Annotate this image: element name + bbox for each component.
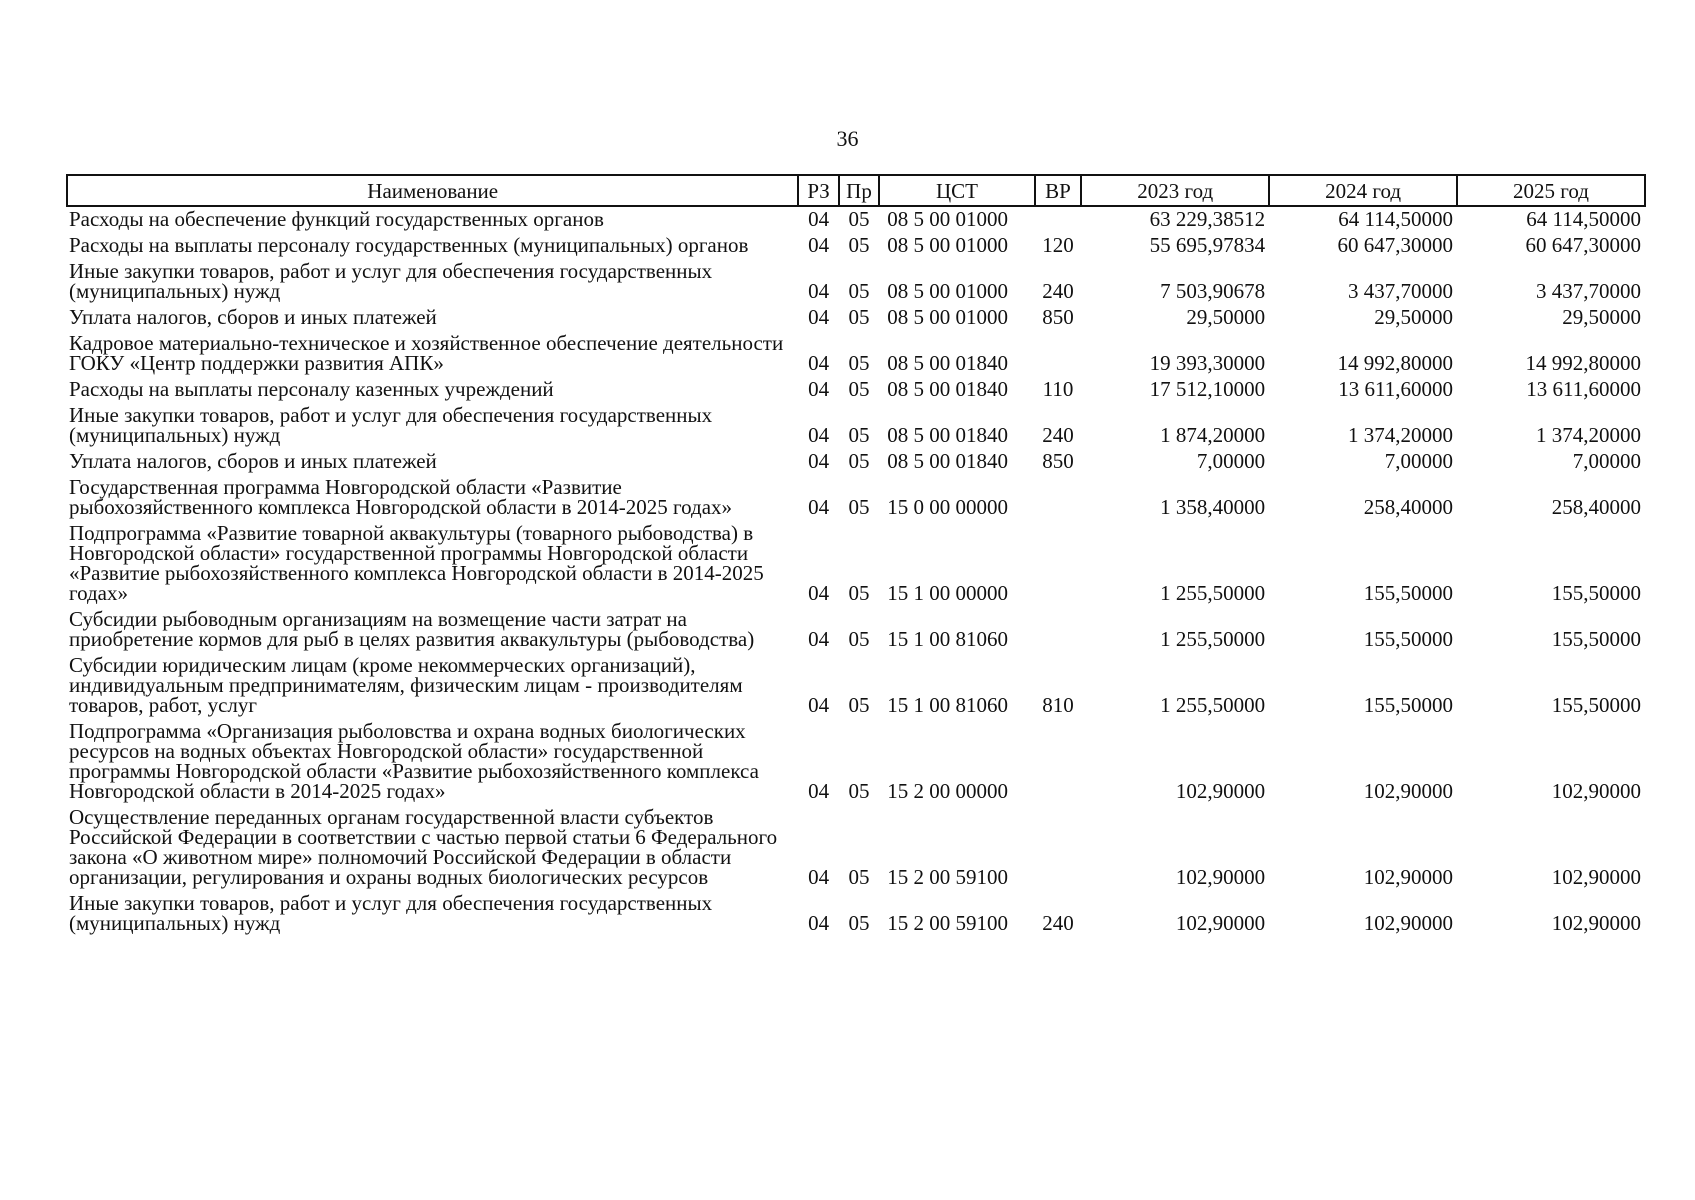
row-name: Иные закупки товаров, работ и услуг для обеспечения государственных (муниципальных) нужд <box>69 891 713 935</box>
row-cst: 15 2 00 00000 <box>887 779 1008 803</box>
row-pr: 05 <box>848 693 870 717</box>
row-2025: 102,90000 <box>1551 911 1641 935</box>
row-2024: 1 374,20000 <box>1348 423 1454 447</box>
table-row <box>67 653 1645 719</box>
row-2024: 3 437,70000 <box>1348 279 1454 303</box>
row-vr: 110 <box>1042 377 1074 401</box>
row-2023: 102,90000 <box>1175 865 1266 889</box>
row-2023: 7 503,90678 <box>1160 279 1266 303</box>
row-2023: 1 874,20000 <box>1160 423 1266 447</box>
row-vr <box>1035 331 1081 377</box>
row-cst: 08 5 00 01840 <box>887 449 1008 473</box>
row-name: Расходы на выплаты персоналу государственных (муниципальных) органов <box>69 233 749 257</box>
row-name: Иные закупки товаров, работ и услуг для обеспечения государственных (муниципальных) нужд <box>69 259 713 303</box>
table-row <box>67 607 1645 653</box>
row-cst: 15 1 00 81060 <box>887 693 1008 717</box>
row-name: Субсидии рыбоводным организациям на возмещение части затрат на приобретение кормов для рыб в целях развития аквакультуры (рыбоводства) <box>69 607 755 651</box>
row-2025: 102,90000 <box>1551 865 1641 889</box>
row-vr: 240 <box>1042 423 1074 447</box>
row-vr <box>1035 521 1081 607</box>
table-row <box>67 805 1645 891</box>
row-cst: 08 5 00 01000 <box>887 279 1008 303</box>
row-2025: 155,50000 <box>1551 627 1641 651</box>
row-rz: 04 <box>808 233 830 257</box>
row-cst: 08 5 00 01840 <box>887 351 1008 375</box>
row-rz: 04 <box>808 911 830 935</box>
row-rz: 04 <box>808 779 830 803</box>
row-vr: 240 <box>1042 911 1074 935</box>
row-pr: 05 <box>848 449 870 473</box>
header-2024: 2024 год <box>1269 175 1457 206</box>
row-2024: 102,90000 <box>1363 779 1454 803</box>
header-vr: ВР <box>1035 175 1081 206</box>
row-2025: 29,50000 <box>1562 305 1641 329</box>
row-cst: 15 2 00 59100 <box>887 911 1008 935</box>
row-2023: 17 512,10000 <box>1149 377 1266 401</box>
row-name: Подпрограмма «Развитие товарной аквакультуры (товарного рыбоводства) в Новгородской области» государственной программы Новгородской области «Развитие рыбохозяйственного комплекса Новгородской области в 2014-2025 годах» <box>69 521 764 605</box>
row-2023: 1 255,50000 <box>1160 581 1266 605</box>
row-2025: 258,40000 <box>1551 495 1641 519</box>
row-rz: 04 <box>808 865 830 889</box>
row-cst: 08 5 00 01000 <box>887 305 1008 329</box>
header-name: Наименование <box>67 175 798 206</box>
row-pr: 05 <box>848 423 870 447</box>
row-name: Подпрограмма «Организация рыболовства и охрана водных биологических ресурсов на водных объектах Новгородской области» государственной программы Новгородской области «Развитие рыбохозяйственного комплекса Новгородской области в 2014-2025 годах» <box>69 719 759 803</box>
row-2024: 102,90000 <box>1363 911 1454 935</box>
row-cst: 08 5 00 01000 <box>887 233 1008 257</box>
row-name: Расходы на выплаты персоналу казенных учреждений <box>69 377 554 401</box>
row-2023: 29,50000 <box>1186 305 1266 329</box>
row-name: Уплата налогов, сборов и иных платежей <box>69 449 437 473</box>
table-row <box>67 403 1645 449</box>
row-2024: 64 114,50000 <box>1338 207 1454 231</box>
row-name: Уплата налогов, сборов и иных платежей <box>69 305 437 329</box>
header-2023: 2023 год <box>1081 175 1269 206</box>
row-2025: 13 611,60000 <box>1526 377 1641 401</box>
budget-table <box>66 174 1646 937</box>
row-rz: 04 <box>808 581 830 605</box>
row-2025: 1 374,20000 <box>1536 423 1641 447</box>
row-name: Осуществление переданных органам государственной власти субъектов Российской Федерации в соответствии с частью первой статьи 6 Федерального закона «О животном мире» полномочий Российской Федерации в области организации, регулирования и охраны водных биологических ресурсов <box>69 805 778 889</box>
row-pr: 05 <box>848 305 870 329</box>
row-2024: 155,50000 <box>1363 581 1454 605</box>
row-rz: 04 <box>808 305 830 329</box>
table-row <box>67 719 1645 805</box>
row-rz: 04 <box>808 377 830 401</box>
row-pr: 05 <box>848 495 870 519</box>
row-pr: 05 <box>848 779 870 803</box>
row-pr: 05 <box>848 279 870 303</box>
row-2024: 14 992,80000 <box>1337 351 1454 375</box>
header-rz: РЗ <box>798 175 838 206</box>
row-vr: 240 <box>1042 279 1074 303</box>
row-2024: 60 647,30000 <box>1337 233 1454 257</box>
row-name: Субсидии юридическим лицам (кроме некоммерческих организаций), индивидуальным предпринимателям, физическим лицам - производителям товаров, работ, услуг <box>69 653 743 717</box>
row-rz: 04 <box>808 627 830 651</box>
table-row <box>67 891 1645 937</box>
row-2023: 19 393,30000 <box>1149 351 1266 375</box>
row-rz: 04 <box>808 495 830 519</box>
row-pr: 05 <box>848 865 870 889</box>
row-2024: 102,90000 <box>1363 865 1454 889</box>
row-vr: 120 <box>1042 233 1074 257</box>
row-cst: 08 5 00 01000 <box>887 207 1008 231</box>
row-name: Государственная программа Новгородской области «Развитие рыбохозяйственного комплекса Новгородской области в 2014-2025 годах» <box>69 475 733 519</box>
row-2025: 7,00000 <box>1572 449 1641 473</box>
row-2023: 1 255,50000 <box>1160 627 1266 651</box>
row-2024: 155,50000 <box>1363 627 1454 651</box>
row-rz: 04 <box>808 279 830 303</box>
row-2025: 155,50000 <box>1551 581 1641 605</box>
row-cst: 15 1 00 00000 <box>887 581 1008 605</box>
header-pr: Пр <box>839 175 879 206</box>
row-2023: 7,00000 <box>1196 449 1266 473</box>
row-pr: 05 <box>848 911 870 935</box>
table-row <box>67 449 1645 475</box>
row-name: Расходы на обеспечение функций государственных органов <box>69 207 604 231</box>
row-2025: 155,50000 <box>1551 693 1641 717</box>
row-2024: 7,00000 <box>1384 449 1454 473</box>
row-pr: 05 <box>848 581 870 605</box>
row-pr: 05 <box>848 233 870 257</box>
row-2024: 29,50000 <box>1374 305 1454 329</box>
row-name: Кадровое материально-техническое и хозяйственное обеспечение деятельности ГОКУ «Центр поддержки развития АПК» <box>69 331 784 375</box>
row-vr <box>1035 607 1081 653</box>
table-row <box>67 206 1645 233</box>
page-number: 36 <box>836 126 859 151</box>
row-cst: 08 5 00 01840 <box>887 377 1008 401</box>
row-2023: 102,90000 <box>1175 779 1266 803</box>
row-rz: 04 <box>808 351 830 375</box>
row-2025: 60 647,30000 <box>1525 233 1641 257</box>
table-header-row <box>67 175 1645 206</box>
row-vr: 810 <box>1042 693 1074 717</box>
row-2023: 102,90000 <box>1175 911 1266 935</box>
table-row <box>67 305 1645 331</box>
row-rz: 04 <box>808 207 830 231</box>
table-row <box>67 377 1645 403</box>
row-2024: 155,50000 <box>1363 693 1454 717</box>
row-2025: 102,90000 <box>1551 779 1641 803</box>
row-vr <box>1035 719 1081 805</box>
row-vr <box>1035 206 1081 233</box>
table-row <box>67 475 1645 521</box>
row-2025: 64 114,50000 <box>1526 207 1641 231</box>
row-2024: 13 611,60000 <box>1338 377 1454 401</box>
row-pr: 05 <box>848 627 870 651</box>
row-2024: 258,40000 <box>1363 495 1454 519</box>
row-2023: 63 229,38512 <box>1149 207 1266 231</box>
header-cst: ЦСТ <box>879 175 1035 206</box>
row-cst: 15 1 00 81060 <box>887 627 1008 651</box>
table-row <box>67 521 1645 607</box>
table-row <box>67 331 1645 377</box>
row-cst: 08 5 00 01840 <box>887 423 1008 447</box>
header-2025: 2025 год <box>1457 175 1645 206</box>
row-pr: 05 <box>848 207 870 231</box>
row-cst: 15 2 00 59100 <box>887 865 1008 889</box>
row-2023: 55 695,97834 <box>1149 233 1266 257</box>
row-vr <box>1035 475 1081 521</box>
row-name: Иные закупки товаров, работ и услуг для обеспечения государственных (муниципальных) нужд <box>69 403 713 447</box>
row-pr: 05 <box>848 377 870 401</box>
row-vr: 850 <box>1042 449 1074 473</box>
table-row <box>67 233 1645 259</box>
row-rz: 04 <box>808 693 830 717</box>
row-2023: 1 255,50000 <box>1160 693 1266 717</box>
row-vr: 850 <box>1042 305 1074 329</box>
row-2025: 14 992,80000 <box>1525 351 1641 375</box>
row-cst: 15 0 00 00000 <box>887 495 1008 519</box>
row-pr: 05 <box>848 351 870 375</box>
row-2023: 1 358,40000 <box>1160 495 1266 519</box>
table-row <box>67 259 1645 305</box>
row-vr <box>1035 805 1081 891</box>
row-2025: 3 437,70000 <box>1536 279 1641 303</box>
row-rz: 04 <box>808 423 830 447</box>
row-rz: 04 <box>808 449 830 473</box>
